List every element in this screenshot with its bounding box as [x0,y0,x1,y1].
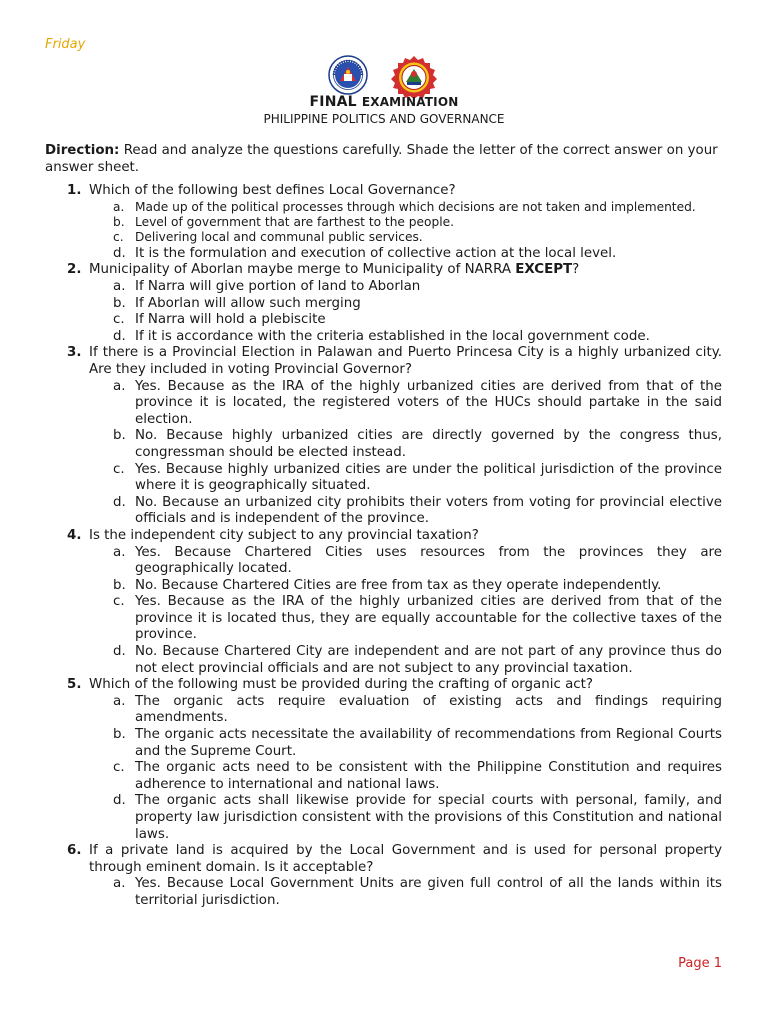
option-text: It is the formulation and execution of collective action at the local level. [135,245,617,261]
question-text: Which of the following must be provided during the crafting of organic act? [89,677,593,693]
option-letter: b. [113,295,126,311]
question-number: 5. [67,677,82,693]
question-text: If a private land is acquired by the Local Government and is used for personal property through eminent domain. Is it acceptable? [89,843,722,875]
option-letter: a. [113,544,126,560]
question-number: 6. [67,843,82,859]
option-text: No. Because Chartered City are independent and are not part of any province thus do not elect provincial officials and are not subject to any provincial taxation. [135,644,722,676]
option-text: Delivering local and communal public services. [135,230,423,245]
option-letter: a. [113,378,126,394]
option-text: If Narra will give portion of land to Aborlan [135,279,421,294]
option-letter: d. [113,328,126,344]
option-b [89,727,722,760]
option-text: The organic acts need to be consistent with the Philippine Constitution and requires adherence to international and national laws. [135,760,722,792]
option-letter: a. [113,199,125,214]
day-label: Friday [45,37,86,52]
question-number: 3. [67,345,82,361]
exam-subtitle: PHILIPPINE POLITICS AND GOVERNANCE [263,112,505,126]
option-c [89,760,722,793]
option-text: No. Because Chartered Cities are free from tax as they operate independently. [135,577,662,593]
option-list [89,876,722,909]
question-text-start: Municipality of Aborlan maybe merge to Municipality of NARRA [89,262,516,278]
option-text: If Narra will hold a plebiscite [135,312,326,328]
option-letter: d. [113,793,126,809]
option-letter: d. [113,644,126,660]
option-a [89,545,722,578]
option-letter: a. [113,279,126,294]
option-letter: b. [113,428,126,444]
question-text: Is the independent city subject to any provincial taxation? [89,527,479,543]
question-1 [45,183,722,262]
option-letter: c. [113,461,125,477]
question-6 [45,843,722,909]
option-b [89,296,722,313]
option-letter: a. [113,876,126,892]
question-5 [45,677,722,843]
deped-seal-logo [328,55,368,95]
option-list [89,200,722,263]
option-list [89,379,722,528]
option-letter: d. [113,245,126,261]
question-text [89,262,722,279]
page-number: Page 1 [678,956,722,971]
exam-title [0,94,768,110]
option-text: Yes. Because as the IRA of the highly urbanized cities are derived from that of the province it is located, the registered voters of the HUCs should partake in the said election. [135,378,722,427]
option-c [89,594,722,644]
option-a [89,379,722,429]
question-number: 1. [67,183,82,198]
option-b [89,578,722,595]
option-list [89,694,722,843]
question-list [45,183,722,910]
option-a [89,200,722,215]
option-c [89,462,722,495]
option-letter: b. [113,577,126,593]
option-letter: a. [113,693,126,709]
direction-text: Read and analyze the questions carefully. Shade the letter of the correct answer on your answer sheet. [45,143,718,175]
option-a [89,694,722,727]
direction-label: Direction: [45,143,120,158]
option-a [89,279,722,296]
option-d [89,246,722,263]
question-number: 2. [67,262,82,278]
option-text: Made up of the political processes through which decisions are not taken and implemented. [135,199,696,214]
direction-paragraph [45,142,725,176]
option-letter: b. [113,215,125,229]
option-text: Yes. Because Chartered Cities uses resources from the provinces they are geographically located. [135,544,722,577]
option-list [89,545,722,678]
option-b [89,215,722,230]
option-d [89,793,722,843]
option-text: Yes. Because as the IRA of the highly urbanized cities are derived from that of the province it is located thus, they are equally accountable for the collective taxes of the province. [135,594,722,643]
option-text: No. Because an urbanized city prohibits their voters from voting for provincial elective officials and is independent of the province. [135,494,722,527]
option-text: Yes. Because Local Government Units are given full control of all the lands within its territorial jurisdiction. [135,876,722,908]
option-d [89,644,722,677]
option-text: If it is accordance with the criteria established in the local government code. [135,328,650,344]
option-letter: c. [113,230,124,245]
question-3 [45,345,722,528]
option-letter: b. [113,727,126,743]
question-text: If there is a Provincial Election in Palawan and Puerto Princesa City is a highly urbanized city. Are they included in voting Provincial Governor? [89,345,722,377]
question-text-end: ? [572,262,580,278]
title-examination: EXAMINATION [361,95,459,109]
option-letter: c. [113,760,125,776]
option-b [89,428,722,461]
question-number: 4. [67,527,82,543]
option-text: The organic acts shall likewise provide for special courts with personal, family, and property law jurisdiction consistent with the provisions of this Constitution and national laws. [135,793,722,842]
option-list [89,279,722,345]
option-text: The organic acts necessitate the availability of recommendations from Regional Courts and the Supreme Court. [135,727,722,759]
logos [0,55,768,97]
option-letter: d. [113,494,126,510]
title-final: FINAL [309,94,357,110]
option-letter: c. [113,594,125,610]
option-text: No. Because highly urbanized cities are directly governed by the congress thus, congressman should be elected instead. [135,428,722,460]
question-2 [45,262,722,345]
question-4 [45,528,722,677]
option-d [89,329,722,346]
option-c [89,230,722,245]
option-text: The organic acts require evaluation of existing acts and findings requiring amendments. [135,693,722,726]
option-text: Level of government that are farthest to the people. [135,215,454,229]
option-a [89,876,722,909]
question-text: Which of the following best defines Local Governance? [89,183,456,198]
option-letter: c. [113,312,125,328]
option-c [89,312,722,329]
option-text: Yes. Because highly urbanized cities are under the political jurisdiction of the province where it is geographically situated. [135,461,722,494]
option-text: If Aborlan will allow such merging [135,295,361,311]
school-seal-logo [389,55,439,99]
question-text-emphasis: EXCEPT [515,262,573,278]
option-d [89,495,722,528]
